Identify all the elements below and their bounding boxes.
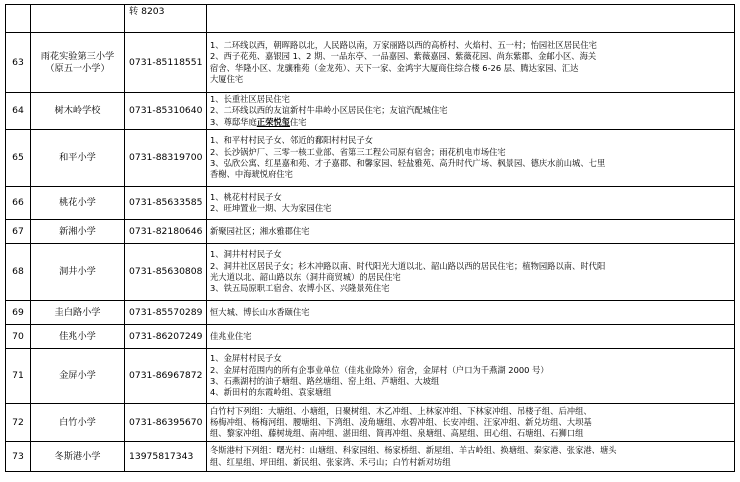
phone-number: 0731-86395670 [125,404,207,442]
area-line-tail: 住宅 [289,116,307,127]
phone-number: 0731-85310640 [125,93,207,130]
school-name: 佳兆小学 [31,325,125,349]
row-number: 70 [6,325,31,349]
area-line: 宿舍、华隆小区、龙骧雅苑（金龙苑）、天下一家、金鸿宇大厦商住综合楼 6-26 层、腾达家园、汇达 [210,62,579,73]
phone-number: 0731-85570289 [125,301,207,325]
enrollment-area [207,93,735,130]
area-line: 1、桃花村村民子女 [210,191,282,202]
area-line: 新聚园社区；湘水雅郡住宅 [210,225,310,236]
area-line: 恒大城、博长山水香颐住宅 [210,306,310,317]
row-number: 71 [6,349,31,404]
area-line: 2、长沙锅炉厂、三零一核工业部、省第三工程公司原有宿舍；雨花机电市场住宅 [210,146,506,157]
table-row [6,244,735,301]
row-number: 69 [6,301,31,325]
school-name: 圭白路小学 [31,301,125,325]
school-name: 树木岭学校 [31,93,125,130]
area-line: 1、二环线以西，朝晖路以北，人民路以南，万家丽路以西的高桥村、火焰村、五一村；怡园社区居民住宅 [210,39,597,50]
area-line: 3、石燕湖村的油子塘组、路丝塘组、窑上组、芦塘组、大坡组 [210,376,440,386]
area-line: 组、黎家冲组、藤树垅组、南冲组、湛田组、简再冲组、泉塘组、高屋组、田心组、石塘组、石狮口组 [210,428,584,439]
area-line: 3、弘欣公寓、红星嘉和苑、才子嘉郡、和馨家园、轻盐雅苑、高升时代广场、枫景园、德庆水前山城、七里 [210,158,606,168]
row-number [6,5,31,33]
area-line: 冬斯港村下列组：曙光村：山塘组、科家园组、杨家桥组、新屋组、羊古岭组、换塘组、秦家港、张家港、塘头 [210,445,617,456]
area-line: 1、和平村村民子女、邻近的鄱阳村村民子女 [210,135,373,146]
school-name: 洞井小学 [31,244,125,301]
phone-number: 0731-85633585 [125,187,207,220]
row-number: 63 [6,33,31,93]
phone-number: 0731-85630808 [125,244,207,301]
area-line: 4、新田村的东霞岭组、袁家塘组 [210,387,332,398]
phone-number: 0731-86967872 [125,349,207,404]
row-number: 72 [6,404,31,442]
enrollment-area [207,244,735,301]
school-name: 雨花实验第三小学（原五一小学） [31,33,125,93]
phone-number: 0731-85118551 [125,33,207,93]
area-line: 2、二环线以西的友谊新村牛串岭小区居民住宅；友谊汽配城住宅 [210,105,448,116]
row-number: 65 [6,130,31,187]
table-row [6,5,735,33]
school-name: 桃花小学 [31,187,125,220]
area-line: 2、洞井社区居民子女；杉木冲路以南、时代阳光大道以北、韶山路以西的居民住宅；植物园路以南、时代阳 [210,260,606,271]
enrollment-area [207,220,735,244]
area-line: 2、金屏村范围内的所有企事业单位（佳兆业除外）宿舍，金屏村（户口为千燕湖 2000 号） [210,364,549,375]
row-number: 64 [6,93,31,130]
row-number: 66 [6,187,31,220]
phone-number: 转 8203 [125,5,207,33]
school-name: 金屏小学 [31,349,125,404]
table-row [6,442,735,472]
enrollment-area [207,442,735,472]
area-line: 组、红星组、坪田组、新民组、张家湾、禾弓山；白竹村新对坊组 [210,456,451,467]
school-district-table [5,4,735,472]
school-name: 冬斯港小学 [31,442,125,472]
row-number: 68 [6,244,31,301]
area-line: 大厦住宅 [210,73,244,84]
school-name: 新湘小学 [31,220,125,244]
highlighted-estate-name: 正荣悦玺 [256,116,290,127]
enrollment-area [207,5,735,33]
table-row [6,301,735,325]
enrollment-area [207,325,735,349]
row-number: 67 [6,220,31,244]
area-line: 3、铁五局原职工宿舍、农博小区、兴隆景苑住宅 [210,283,390,294]
table-row [6,187,735,220]
table-row [6,325,735,349]
area-line: 光大道以北、韶山路以东（洞井商贸城）的居民住宅 [210,272,401,282]
enrollment-area [207,349,735,404]
table-row [6,130,735,187]
enrollment-area [207,187,735,220]
area-line: 白竹村下列组：大塘组、小塘组，日聚树组、木乙冲组、上林家冲组、下林家冲组、吊楼子组、后冲组、 [210,405,592,416]
enrollment-area [207,130,735,187]
school-name [31,5,125,33]
school-name: 白竹小学 [31,404,125,442]
phone-number: 0731-86207249 [125,325,207,349]
area-line-text: 3、尊邸华庭 [210,116,257,127]
area-line: 2、西子花苑、嘉银园 1、2 期、一品东亭、一品嘉园、紫薇嘉园、紫薇花园、尚东紫郡、金邮小区、海关 [210,51,597,62]
table-row [6,93,735,130]
area-line: 2、旺坤置业一期、大为家园住宅 [210,203,332,213]
area-line: 杨梅冲组、杨梅河组、腰塘组、下湾组、凌角塘组、水碧冲组、长安冲组、汪家冲组、新兑坊组、大坝基 [210,416,592,427]
area-line: 1、洞井村村民子女 [210,249,282,260]
phone-number: 0731-82180646 [125,220,207,244]
enrollment-area [207,33,735,93]
school-name: 和平小学 [31,130,125,187]
table-row [6,33,735,93]
area-line: 1、长重社区居民住宅 [210,94,290,105]
table-row [6,349,735,404]
phone-number: 13975817343 [125,442,207,472]
area-line: 香榭、中海琥悦府住宅 [210,169,293,180]
table-row [6,220,735,244]
area-line: 佳兆业住宅 [210,330,252,341]
phone-number: 0731-88319700 [125,130,207,187]
table-row [6,404,735,442]
area-line: 1、金屏村村民子女 [210,353,282,364]
area-line [210,117,731,128]
enrollment-area [207,404,735,442]
row-number: 73 [6,442,31,472]
enrollment-area [207,301,735,325]
